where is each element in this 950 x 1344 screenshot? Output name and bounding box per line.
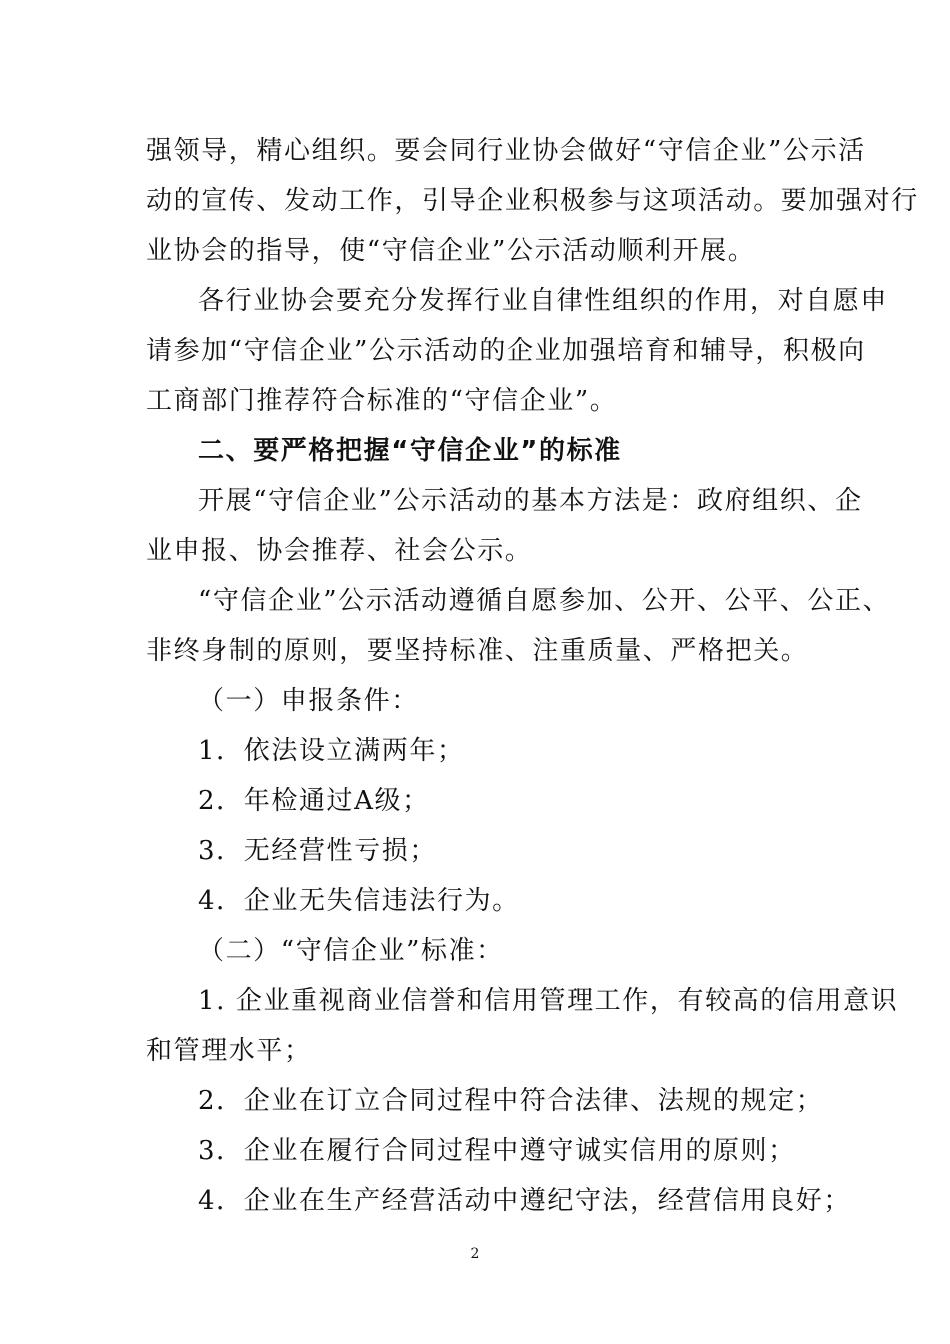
subsection-heading: （二）“守信企业”标准： (198, 936, 504, 966)
list-item-continuation: 和管理水平； (146, 1036, 312, 1066)
body-text-line: 业申报、协会推荐、社会公示。 (146, 536, 533, 566)
page-number: 2 (470, 1246, 480, 1262)
list-item: 2．企业在订立合同过程中符合法律、法规的规定； (198, 1086, 824, 1116)
list-item: 3．企业在履行合同过程中遵守诚实信用的原则； (198, 1136, 796, 1166)
list-item: 3．无经营性亏损； (198, 836, 437, 866)
list-item: 4．企业在生产经营活动中遵纪守法，经营信用良好； (198, 1186, 851, 1216)
body-text-line: 业协会的指导，使“守信企业”公示活动顺利开展。 (146, 236, 756, 266)
body-text-line: 各行业协会要充分发挥行业自律性组织的作用，对自愿申 (198, 286, 889, 316)
section-heading: 二、要严格把握“守信企业”的标准 (198, 436, 622, 466)
body-text-line: “守信企业”公示活动遵循自愿参加、公开、公平、公正、 (198, 586, 891, 616)
body-text-line: 开展“守信企业”公示活动的基本方法是：政府组织、企 (198, 486, 863, 516)
body-text-line: 工商部门推荐符合标准的“守信企业”。 (146, 386, 618, 416)
body-text-line: 强领导，精心组织。要会同行业协会做好“守信企业”公示活 (146, 136, 866, 166)
body-text-line: 非终身制的原则，要坚持标准、注重质量、严格把关。 (146, 636, 809, 666)
body-text-line: 请参加“守信企业”公示活动的企业加强培育和辅导，积极向 (146, 336, 866, 366)
subsection-heading: （一）申报条件： (198, 686, 419, 716)
list-item: 2．年检通过A级； (198, 786, 430, 816)
list-item: 1．依法设立满两年； (198, 736, 465, 766)
body-text-line: 动的宣传、发动工作，引导企业积极参与这项活动。要加强对行 (146, 186, 919, 216)
list-item: 4．企业无失信违法行为。 (198, 886, 520, 916)
list-item: 1. 企业重视商业信誉和信用管理工作，有较高的信用意识 (198, 986, 899, 1016)
